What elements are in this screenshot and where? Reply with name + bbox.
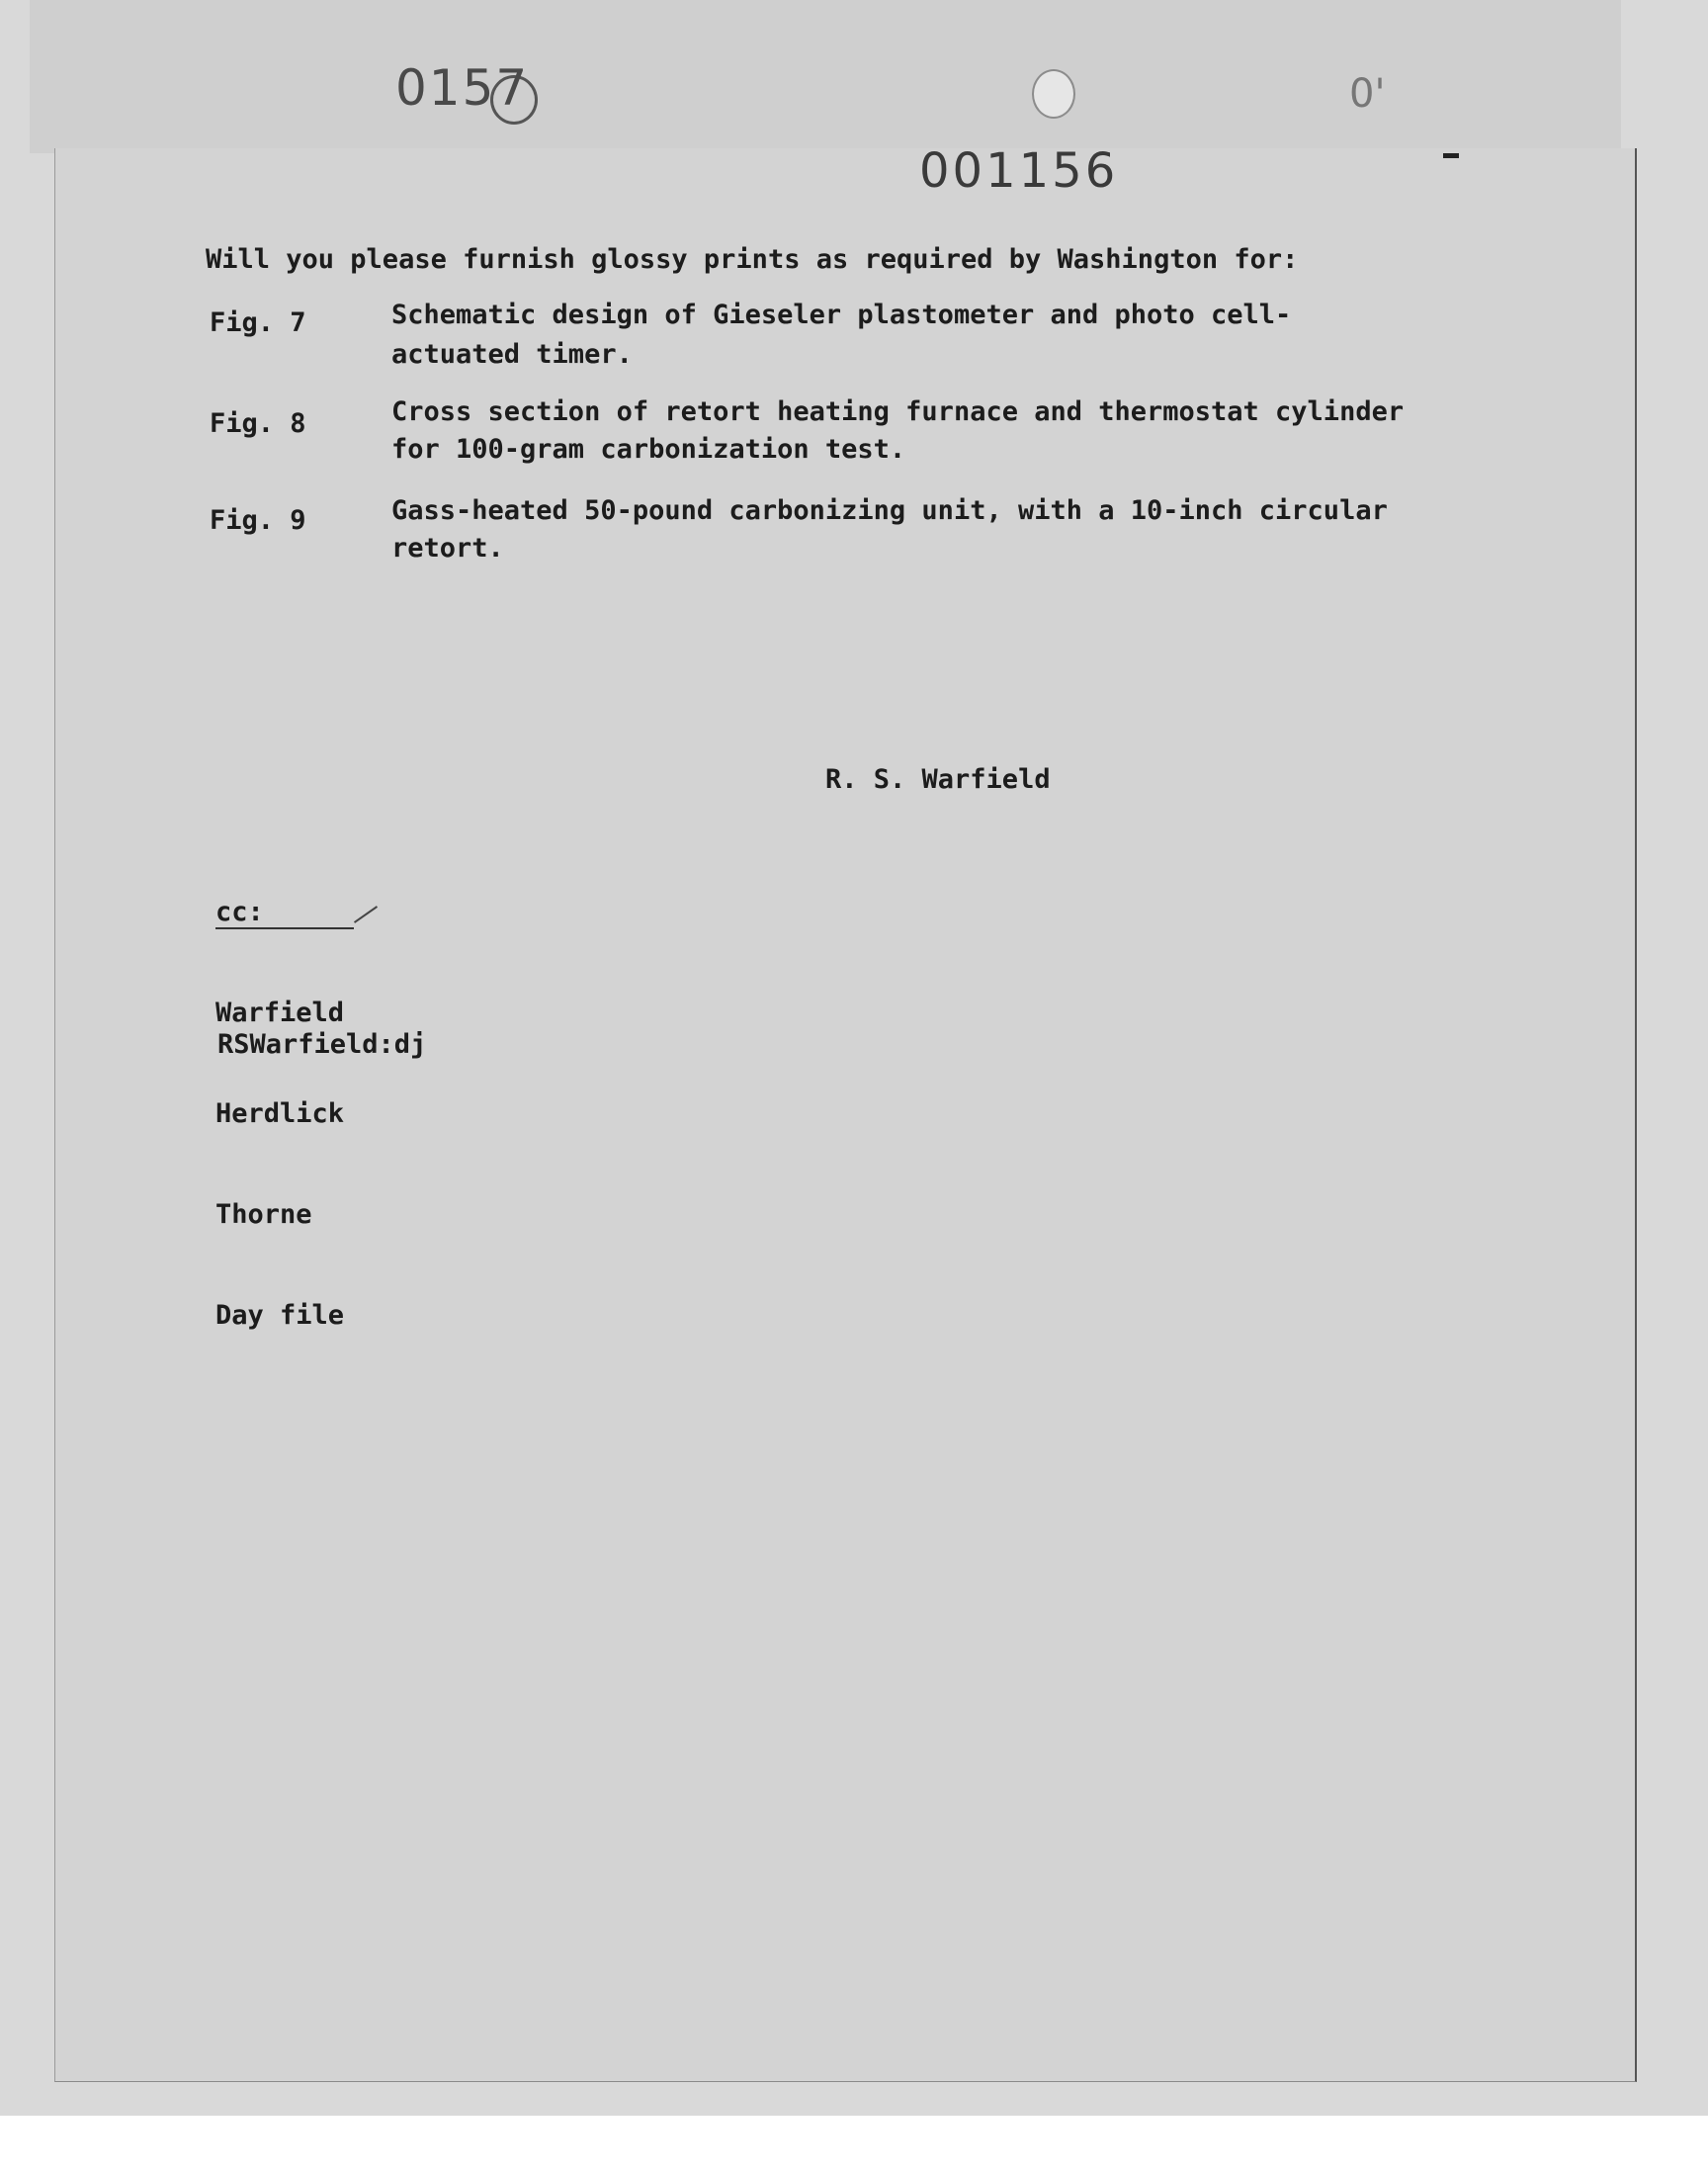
figure-description-line: Cross section of retort heating furnace and thermostat cylinder (391, 396, 1405, 427)
punch-hole (1032, 69, 1075, 119)
cc-recipient: Herdlick (215, 1098, 345, 1129)
cc-recipient: Day file (215, 1300, 345, 1331)
figure-description-line: for 100-gram carbonization test. (391, 434, 906, 465)
handwritten-corner-mark: 0' (1349, 71, 1386, 117)
cc-label: cc: (215, 897, 264, 927)
recipient-underline (215, 927, 354, 929)
figure-label: Fig. 7 (210, 307, 306, 338)
figure-description-line: retort. (391, 533, 504, 564)
figure-description-line: Gass-heated 50-pound carbonizing unit, with a 10-inch circular (391, 495, 1388, 526)
figure-label: Fig. 9 (210, 505, 306, 536)
signature-name: R. S. Warfield (825, 764, 1051, 795)
figure-description-line: actuated timer. (391, 339, 633, 370)
figure-label: Fig. 8 (210, 408, 306, 439)
cc-recipient: Warfield (215, 998, 345, 1028)
letter-intro: Will you please furnish glossy prints as required by Washington for: (206, 244, 1299, 275)
figure-description-line: Schematic design of Gieseler plastometer and photo cell- (391, 300, 1292, 330)
cc-block (215, 828, 344, 1366)
handwritten-reference: 0157 (395, 59, 530, 117)
cc-recipient: Thorne (215, 1199, 312, 1230)
handwritten-file-number: 001156 (919, 143, 1119, 199)
margin-dash-mark (1443, 153, 1459, 158)
typist-initials: RSWarfield:dj (217, 1029, 427, 1060)
